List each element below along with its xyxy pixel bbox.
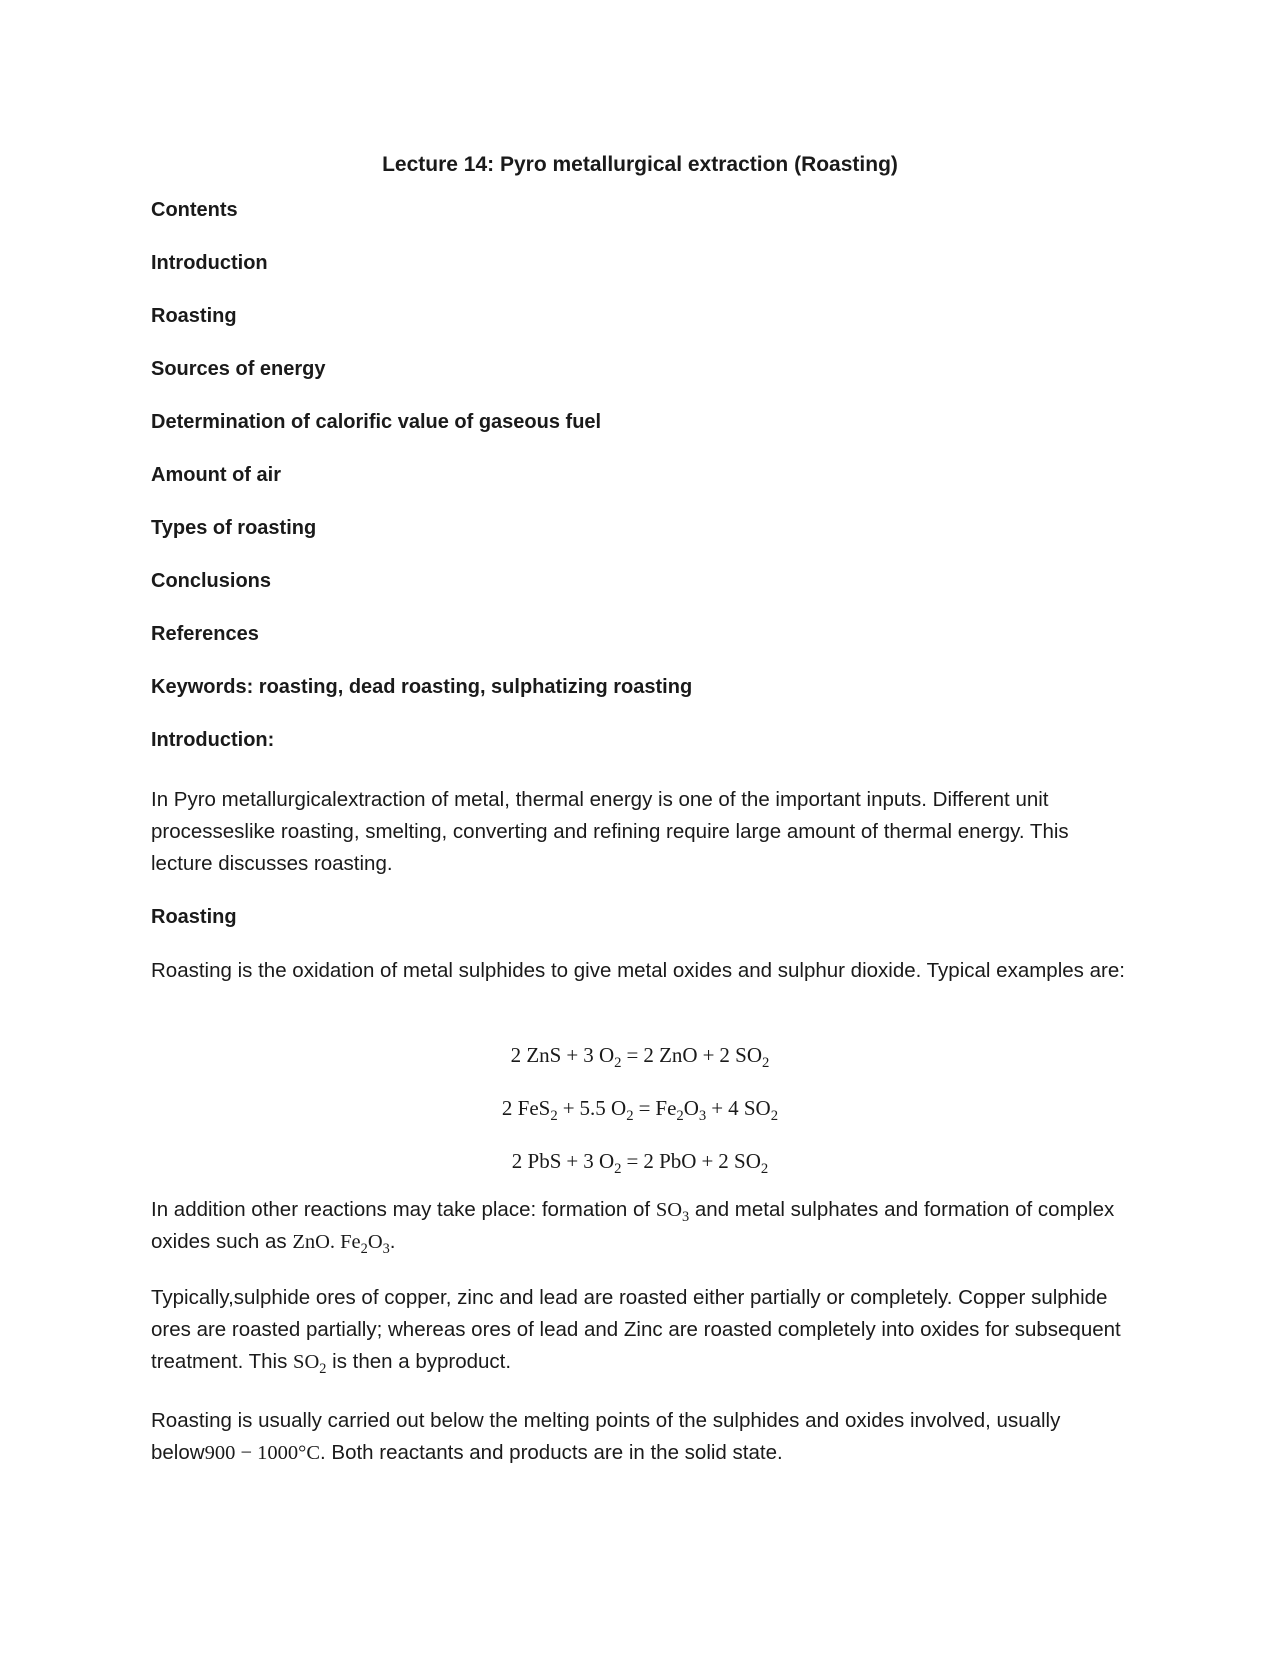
contents-item: Types of roasting xyxy=(151,517,317,539)
equation-fes2: 2 FeS$_2$ + 5.5 $O_2 = Fe_2O_3 + 4$ $SO_2$ xyxy=(501,1096,779,1124)
equation-zns: 2 ZnS + 3 $O_2 = 2$ ZnO + 2 $SO_2$ xyxy=(510,1043,770,1071)
sulphide-ores-paragraph: Typically,sulphide ores of copper, zinc and lead are roasted either partially or completely. Copper sulphide ores are roasted partially; whereas ores of lead and Zinc are roasted completely into oxides for subsequent treatment. This $SO_2$ is then a byproduct. xyxy=(151,1286,1121,1377)
contents-item: Roasting xyxy=(151,305,237,327)
contents-item: Determination of calorific value of gaseous fuel xyxy=(151,411,602,433)
roasting-intro-paragraph: Roasting is the oxidation of metal sulphides to give metal oxides and sulphur dioxide. Typical examples are: xyxy=(151,959,1125,982)
contents-heading: Contents xyxy=(151,199,238,221)
contents-item: Sources of energy xyxy=(151,358,326,380)
introduction-heading: Introduction: xyxy=(151,729,275,751)
additional-reactions-paragraph: In addition other reactions may take place: formation of $SO_3$ and metal sulphates and formation of complex oxides such as ZnO. $Fe_2O_3$. xyxy=(151,1198,1115,1257)
introduction-paragraph: In Pyro metallurgicalextraction of metal, thermal energy is one of the important inputs. Different unit processeslike roasting, smelting, converting and refining require large amount of thermal energy. This lecture discusses roasting. xyxy=(151,788,1069,875)
roasting-temperature-paragraph: Roasting is usually carried out below the melting points of the sulphides and oxides involved, usually below900 − 1000°C. Both reactants and products are in the solid state. xyxy=(151,1409,1061,1464)
contents-item: Introduction xyxy=(151,252,268,274)
equation-pbs: 2 PbS + 3 $O_2 = 2$ PbO + 2 $SO_2$ xyxy=(511,1149,769,1177)
contents-item: References xyxy=(151,623,259,645)
keywords-line: Keywords: roasting, dead roasting, sulphatizing roasting xyxy=(151,676,693,698)
lecture-title: Lecture 14: Pyro metallurgical extraction (Roasting) xyxy=(382,153,898,176)
contents-item: Conclusions xyxy=(151,570,272,592)
contents-item: Amount of air xyxy=(151,464,281,486)
roasting-heading: Roasting xyxy=(151,906,237,928)
